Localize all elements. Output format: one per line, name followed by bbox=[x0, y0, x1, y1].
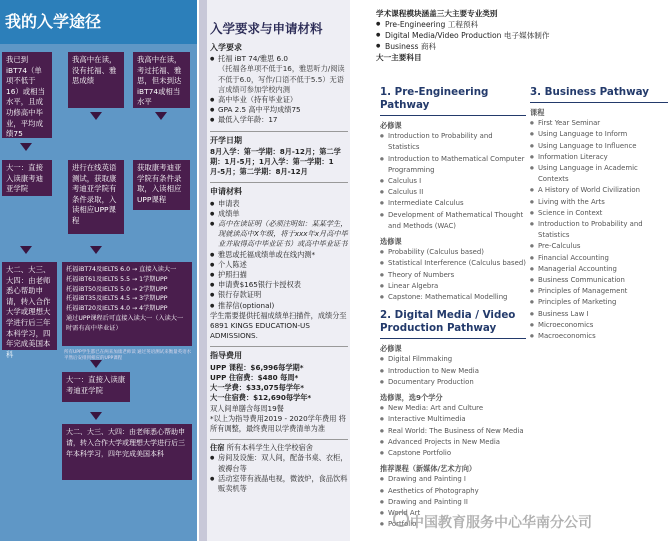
course-item: ● Business Communication bbox=[530, 275, 668, 286]
course-item: ● Science in Context bbox=[530, 208, 668, 219]
programs-overview bbox=[376, 8, 666, 63]
fee-line: 双人间单膳含每周19餐 bbox=[210, 403, 284, 413]
course-item: ● New Media: Art and Culture bbox=[380, 403, 526, 414]
course-item: ● Principles of Marketing bbox=[530, 297, 668, 308]
upp-level-line: 通过UPP课程后可直接入读大一（入读大一时需有高中毕业证） bbox=[66, 314, 184, 332]
application-item: ● 雅思或托福成绩单或在线内测* bbox=[210, 250, 348, 260]
requirement-note: （托福各单项不低于16，雅思听力/阅读不低于6.0，写作/口语不低于5.5）无语言成绩可参加学校内测 bbox=[218, 64, 345, 94]
section-heading: 开学日期 bbox=[210, 135, 242, 145]
requirement-item: ● 托福 iBT 74/雅思 6.0 bbox=[210, 54, 348, 64]
course-item: ● Statistical Interference (Calculus based) bbox=[380, 258, 526, 269]
application-item: ● 护照扫描 bbox=[210, 270, 348, 280]
section-heading: 申请材料 bbox=[210, 187, 242, 197]
course-item: ● Microeconomics bbox=[530, 320, 668, 331]
title-rule bbox=[380, 115, 526, 116]
program-item: ● Business 商科 bbox=[376, 41, 666, 52]
section-heading: 指导费用 bbox=[210, 351, 242, 361]
pathway-column-2 bbox=[530, 86, 668, 342]
course-item: ● Pre-Calculus bbox=[530, 241, 668, 252]
divider bbox=[210, 346, 348, 347]
side-band bbox=[199, 0, 207, 541]
requirement-item: ● GPA 2.5 高中平均成绩75 bbox=[210, 105, 348, 115]
course-group-heading: 必修课 bbox=[380, 121, 402, 130]
pathway-title: 3. Business Pathway bbox=[530, 86, 649, 98]
arrow-down-icon bbox=[155, 112, 167, 120]
course-item: ● Portfolio bbox=[380, 519, 526, 530]
direct-entry-box: 大一：直接入读康考迪亚学院 bbox=[2, 160, 52, 196]
pathway-title: 1. Pre-Engineering Pathway bbox=[380, 86, 489, 111]
upp-level-line: 托福iBT35及IELTS 4.5 → 3学期UPP bbox=[66, 295, 168, 303]
watermark: 中国教育服务中心华南分公司 bbox=[410, 515, 592, 531]
course-item: ● Calculus II bbox=[380, 187, 526, 198]
divider bbox=[210, 182, 348, 183]
option-box-1: 我已到 iBT74（单项不低于16）或相当水平，且成功修高中毕业，平均成绩75 bbox=[2, 52, 52, 138]
course-item: ● Interactive Multimedia bbox=[380, 414, 526, 425]
upp-footnote: 所有UPP学生都已在两来加康老师读 通过英语测试来衡量英语水平然后安排到相应的UPP课程 bbox=[64, 350, 192, 361]
fee-line: UPP 住宿费：$480 每周* bbox=[210, 372, 299, 382]
requirements-panel bbox=[199, 0, 350, 541]
application-item: ● 银行存款证明 bbox=[210, 290, 348, 300]
course-group-heading: 选修课，选9个学分 bbox=[380, 393, 443, 403]
course-item: ● Digital Filmmaking bbox=[380, 354, 526, 365]
online-test-box: 进行在线英语测试，获取康考迪亚学院有条件录取，入读相应UPP课程 bbox=[68, 160, 124, 234]
course-item: ● Introduction to Probability and Statistics bbox=[380, 131, 526, 153]
course-group-heading: 必修课 bbox=[380, 344, 402, 354]
course-item: ● Calculus I bbox=[380, 176, 526, 187]
arrow-down-icon bbox=[20, 143, 32, 151]
course-item: ● Using Language in Academic Contexts bbox=[530, 163, 668, 185]
flowchart-title: 我的入学途径 bbox=[5, 12, 102, 31]
option-box-3: 我高中在读，考过托福、雅思，但未到达iBT74或相当水平 bbox=[133, 52, 190, 108]
course-item: ● Capstone: Mathematical Modelling bbox=[380, 292, 526, 303]
housing-item: ● 房间及设施：双人间，配备书桌、衣柜，被褥台等 bbox=[210, 453, 348, 473]
course-item: ● Capstone Portfolio bbox=[380, 448, 526, 459]
course-item: ● Living with the Arts bbox=[530, 197, 668, 208]
divider bbox=[210, 131, 348, 132]
application-item: ● 高中在读证明（必须注明如：某某学生，现就读高中X年级，将于xxx年x月高中毕业并取得高中毕业证书）或高中毕业证书 bbox=[210, 219, 348, 250]
upp-level-line: 托福iBT50及IELTS 5.0 → 2学期UPP bbox=[66, 285, 168, 293]
course-item: ● Introduction to Mathematical Computer Programming bbox=[380, 154, 526, 176]
program-item: ● Pre-Engineering 工程预科 bbox=[376, 19, 666, 30]
courses-panel bbox=[350, 0, 671, 541]
course-item: ● Business Law I bbox=[530, 309, 668, 320]
course-item: ● Linear Algebra bbox=[380, 281, 526, 292]
course-group-heading: 课程 bbox=[530, 108, 545, 117]
watermark-logo-icon bbox=[393, 511, 409, 527]
title-rule bbox=[380, 338, 526, 339]
application-note: 学生需要提供托福成绩单扫描件，成绩分至6891 KINGS EDUCATION-US ADMISSIONS. bbox=[210, 310, 347, 341]
upp-levels-box bbox=[62, 262, 192, 346]
course-item: ● Managerial Accounting bbox=[530, 264, 668, 275]
course-item: ● First Year Seminar bbox=[530, 118, 668, 129]
course-item: ● Drawing and Painting I bbox=[380, 474, 526, 485]
course-item: ● Development of Mathematical Thought and Methods (WAC) bbox=[380, 210, 526, 232]
arrow-down-icon bbox=[90, 412, 102, 420]
arrow-down-icon bbox=[90, 112, 102, 120]
course-item: ● Intermediate Calculus bbox=[380, 198, 526, 209]
requirement-item: ● 最低入学年龄：17 bbox=[210, 115, 348, 125]
course-group-heading: 推荐课程（新媒体/艺术方向） bbox=[380, 464, 477, 474]
course-item: ● Introduction to New Media bbox=[380, 366, 526, 377]
conditional-offer-box: 获取康考迪亚学院有条件录取，入读相应UPP课程 bbox=[133, 160, 190, 210]
course-item: ● Macroeconomics bbox=[530, 331, 668, 342]
fee-note: *以上为指导费用2019 - 2020学年费用 将所有调整，最终费用以学费清单为准 bbox=[210, 413, 346, 433]
application-item: ● 推荐信(optional) bbox=[210, 301, 348, 311]
pathway-title: 2. Digital Media / Video Production Pathway bbox=[380, 309, 516, 335]
option-box-2: 我高中在读，没有托福、雅思成绩 bbox=[68, 52, 124, 108]
requirements-title: 入学要求与申请材料 bbox=[210, 21, 323, 36]
requirement-item: ● 高中毕业（持有毕业证） bbox=[210, 95, 348, 105]
section-heading: 住宿 bbox=[210, 443, 225, 453]
course-item: ● Introduction to Probability and Statistics bbox=[530, 219, 668, 241]
course-group-heading: 选修课 bbox=[380, 237, 402, 247]
fee-line: 大一住宿费：$12,690每学年* bbox=[210, 393, 312, 403]
fee-line: 大一学费：$33,075每学年* bbox=[210, 383, 304, 393]
pathway-flowchart bbox=[0, 0, 197, 541]
overview-title: 学术课程模块涵盖三大主要专业类别 bbox=[376, 9, 498, 18]
course-item: ● Using Language to Influence bbox=[530, 141, 668, 152]
overview-subtitle: 大一主要科目 bbox=[376, 53, 422, 62]
course-item: ● Financial Accounting bbox=[530, 253, 668, 264]
divider bbox=[210, 439, 348, 440]
housing-item: ● 活动室带有液晶电视，微波炉，食品饮料贩卖机等 bbox=[210, 474, 348, 494]
application-item: ● 个人陈述 bbox=[210, 260, 348, 270]
application-item: ● 申请表 bbox=[210, 199, 348, 209]
upp-level-line: 托福iBT61及IELTS 5.5 → 1学期UPP bbox=[66, 275, 168, 283]
housing-text: 所有本科学生入住学校宿舍 bbox=[226, 443, 313, 453]
course-item: ● Using Language to Inform bbox=[530, 129, 668, 140]
course-item: ● Advanced Projects in New Media bbox=[380, 437, 526, 448]
title-bar bbox=[0, 0, 197, 44]
application-item: ● 申请费$165银行卡授权表 bbox=[210, 280, 348, 290]
course-item: ● Information Literacy bbox=[530, 152, 668, 163]
start-dates: 8月入学：第一学期：8月-12月；第二学期：1月-5月；1月入学：第一学期：1月-5月；第二学期：8月-12月 bbox=[210, 146, 341, 177]
course-item: ● A History of World Civilization bbox=[530, 185, 668, 196]
arrow-down-icon bbox=[90, 246, 102, 254]
course-item: ● Theory of Numbers bbox=[380, 270, 526, 281]
pathway-column-1 bbox=[380, 86, 526, 531]
arrow-down-icon bbox=[90, 360, 102, 368]
final-transfer-box: 大二、大三、大四：由老师悉心帮助申请，转入合作大学或理想大学进行后三年本科学习，四年完成美国本科 bbox=[62, 424, 192, 480]
program-item: ● Digital Media/Video Production 电子媒体制作 bbox=[376, 30, 666, 41]
year1-box: 大一：直接入读康考迪亚学院 bbox=[62, 372, 130, 402]
course-item: ● Real World: The Business of New Media bbox=[380, 426, 526, 437]
course-item: ● Probability (Calculus based) bbox=[380, 247, 526, 258]
section-heading: 入学要求 bbox=[210, 43, 242, 52]
arrow-down-icon bbox=[20, 246, 32, 254]
upp-level-line: 托福iBT20及IELTS 4.0 → 4学期UPP bbox=[66, 305, 168, 313]
transfer-box: 大二、大三、大四：由老师悉心帮助申请，转入合作大学或理想大学进行后三年本科学习，四年完成美国本科 bbox=[2, 262, 57, 350]
fee-line: UPP 课程：$6,996每学期* bbox=[210, 362, 304, 372]
title-rule bbox=[530, 102, 668, 103]
upp-level-line: 托福iBT74及IELTS 6.0 → 直接入读大一 bbox=[66, 266, 177, 273]
course-item: ● Principles of Management bbox=[530, 286, 668, 297]
course-item: ● Documentary Production bbox=[380, 377, 526, 388]
course-item: ● World Art bbox=[380, 508, 526, 519]
course-item: ● Aesthetics of Photography bbox=[380, 486, 526, 497]
application-item: ● 成绩单 bbox=[210, 209, 348, 219]
course-item: ● Drawing and Painting II bbox=[380, 497, 526, 508]
